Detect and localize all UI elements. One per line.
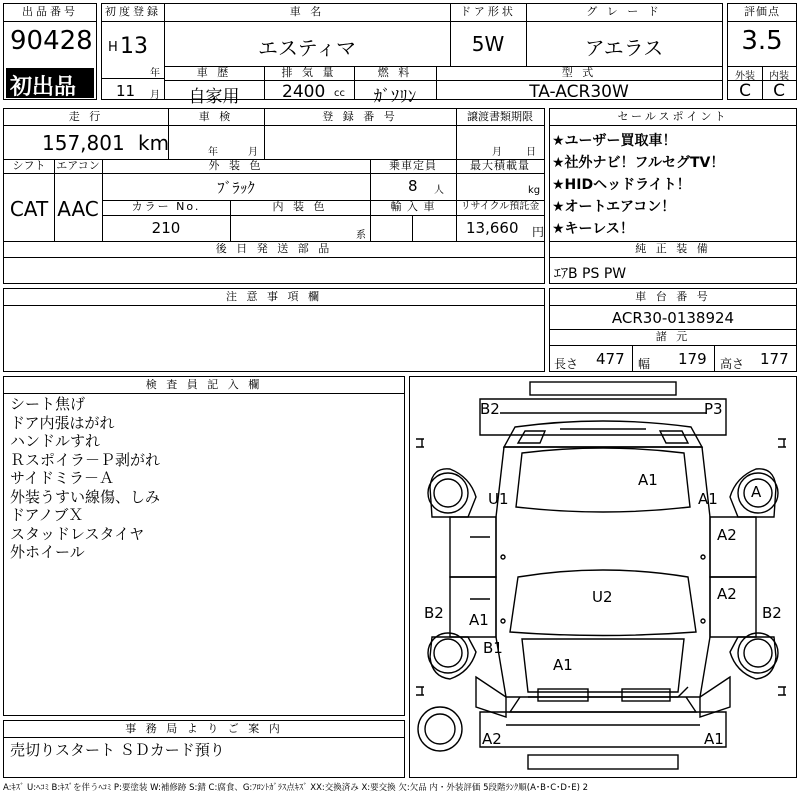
ac-label: エアコン: [56, 160, 100, 172]
transfer-day-unit: 日: [526, 147, 536, 158]
lot-number-box: [3, 3, 97, 100]
shift: CAT: [9, 197, 49, 221]
model: TA-ACR30W: [529, 82, 629, 102]
chassis-label: 車 台 番 号: [635, 291, 711, 303]
sales-point: ★HIDヘッドライト！: [552, 177, 691, 193]
damage-mark-p3: P3: [704, 400, 723, 418]
rating-label: 評価点: [744, 6, 780, 18]
year-unit: 年: [150, 68, 160, 79]
notes-box: [3, 288, 545, 372]
car-name: エスティマ: [258, 36, 356, 60]
fuel-label: 燃 料: [377, 67, 413, 79]
sales-point: ★社外ナビ！フルセグTV！: [552, 155, 725, 171]
displacement-unit: cc: [334, 88, 345, 99]
int-color-label: 内 装 色: [272, 201, 328, 213]
door: 5W: [471, 32, 505, 56]
load-label: 最大積載量: [470, 160, 530, 172]
car-name-label: 車 名: [289, 6, 325, 18]
damage-mark-b2: B2: [762, 604, 782, 622]
inspection-label: 車 検: [198, 111, 234, 123]
damage-mark-u2: U2: [592, 588, 613, 606]
vehicle-info-box: [3, 108, 545, 284]
era: H: [108, 40, 118, 55]
grade: アエラス: [584, 36, 664, 60]
exterior-label: 外装: [735, 71, 755, 82]
damage-mark-b2: B2: [480, 400, 500, 418]
damage-mark-u1: U1: [488, 490, 509, 508]
damage-mark-a1: A1: [469, 611, 489, 629]
load-unit: kg: [528, 185, 541, 196]
interior-grade: C: [773, 81, 785, 101]
reg-month: 11: [116, 82, 136, 100]
ext-color-label: 外 装 色: [208, 160, 264, 172]
inspector-note: サイドミラ－Ａ: [10, 469, 114, 487]
later-parts-label: 後 日 発 送 部 品: [215, 243, 333, 255]
damage-mark-a: A: [751, 483, 762, 501]
damage-mark-a2: A2: [717, 526, 737, 544]
mileage: 157,801: [42, 131, 125, 155]
displacement: 2400: [282, 82, 326, 102]
first-listing-text: 初出品: [10, 75, 77, 100]
sales-point: ★ユーザー買取車！: [552, 133, 677, 149]
ext-color: ﾌﾞﾗｯｸ: [217, 179, 255, 197]
damage-mark-a2: A2: [482, 730, 502, 748]
inspector-note: ドアノブＸ: [10, 506, 84, 524]
length-label: 長さ: [554, 357, 579, 371]
office-box: [3, 720, 405, 778]
reg-no-label: 登 録 番 号: [322, 111, 398, 123]
equipment: ｴｱB PS PW: [554, 266, 627, 282]
model-label: 型 式: [561, 67, 597, 79]
inspector-note: シート焦げ: [10, 395, 86, 413]
recycle: 13,660: [466, 219, 519, 237]
rating: 3.5: [741, 26, 783, 56]
legend: A:ｷｽﾞ U:ﾍｺﾐ B:ｷｽﾞを伴うﾍｺﾐ P:要塗装 W:補修跡 S:錆 C:腐食、G:ﾌﾛﾝﾄｶﾞﾗｽ点ｷｽﾞ XX:交換済み X:要交換 欠:欠品 内・外装評価 5段階ﾗﾝｸ順(A･B･C･D･E) 2: [3, 783, 589, 793]
transfer-month-unit: 月: [492, 147, 502, 158]
capacity: 8: [408, 177, 418, 195]
color-no-label: カラー No.: [131, 201, 201, 213]
inspector-label: 検 査 員 記 入 欄: [145, 379, 263, 391]
displacement-label: 排 気 量: [281, 67, 337, 79]
lot-number-label: 出品番号: [22, 6, 78, 18]
import-label: 輸 入 車: [390, 201, 436, 213]
reg-year: 13: [120, 34, 148, 59]
ac: AAC: [57, 197, 99, 221]
inspector-note: Ｒスポイラ－Ｐ剥がれ: [10, 450, 161, 469]
recycle-label: リサイクル預託金: [460, 201, 540, 212]
shift-label: シフト: [12, 160, 46, 172]
inspector-note: ドア内張はがれ: [10, 413, 115, 432]
int-color-unit: 系: [356, 230, 366, 241]
width: 179: [678, 350, 707, 368]
inspection-year-unit: 年: [208, 147, 218, 158]
sales-points-label: セールスポイント: [617, 111, 729, 123]
grade-label: グ レ ー ド: [586, 6, 662, 18]
damage-mark-a1: A1: [698, 490, 718, 508]
notes-label: 注 意 事 項 欄: [226, 291, 322, 303]
inspector-note: スタッドレスタイヤ: [10, 524, 145, 543]
history-label: 車 歴: [196, 67, 232, 79]
transfer-label: 譲渡書類期限: [467, 111, 533, 123]
height-label: 高さ: [720, 357, 745, 371]
dims-label: 諸 元: [655, 331, 691, 343]
damage-mark-b1: B1: [483, 639, 503, 657]
color-no: 210: [151, 219, 181, 237]
damage-mark-a1: A1: [553, 656, 573, 674]
door-label: ドア形状: [460, 6, 516, 18]
header-main-box: [101, 3, 723, 107]
sales-point: ★キーレス！: [552, 221, 634, 237]
length: 477: [596, 350, 625, 368]
sales-point: ★オートエアコン！: [552, 199, 676, 215]
car-diagram-box: [409, 376, 797, 778]
width-label: 幅: [638, 357, 651, 371]
inspector-note: 外ホイール: [10, 543, 85, 561]
inspector-note: ハンドルすれ: [10, 432, 101, 450]
inspection-month-unit: 月: [248, 147, 258, 158]
damage-mark-a2: A2: [717, 585, 737, 603]
interior-label: 内装: [769, 71, 789, 82]
inspector-box: [3, 376, 405, 716]
exterior-grade: C: [739, 81, 751, 101]
equipment-label: 純 正 装 備: [635, 243, 711, 255]
chassis-number: ACR30-0138924: [611, 309, 735, 327]
height: 177: [760, 350, 789, 368]
chassis-box: [549, 288, 797, 372]
mileage-label: 走 行: [68, 111, 104, 123]
capacity-label: 乗車定員: [389, 160, 437, 172]
rating-box: [727, 3, 797, 100]
damage-mark-b2: B2: [424, 604, 444, 622]
office-label: 事 務 局 よ り ご 案 内: [125, 723, 283, 735]
recycle-unit: 円: [532, 225, 545, 239]
car-diagram: [410, 377, 796, 777]
first-reg-label: 初度登録: [105, 6, 161, 18]
mileage-unit: km: [138, 131, 170, 155]
inspector-note: 外装うすい線傷、しみ: [10, 487, 161, 506]
sales-points-box: [549, 108, 797, 284]
damage-mark-a1: A1: [704, 730, 724, 748]
month-unit: 月: [150, 90, 160, 101]
fuel: ｶﾞｿﾘﾝ: [373, 87, 417, 107]
damage-mark-a1: A1: [638, 471, 658, 489]
office-text: 売切りスタート ＳＤカード預り: [10, 741, 225, 759]
capacity-unit: 人: [434, 185, 444, 196]
history: 自家用: [188, 87, 240, 107]
lot-number: 90428: [10, 26, 93, 56]
